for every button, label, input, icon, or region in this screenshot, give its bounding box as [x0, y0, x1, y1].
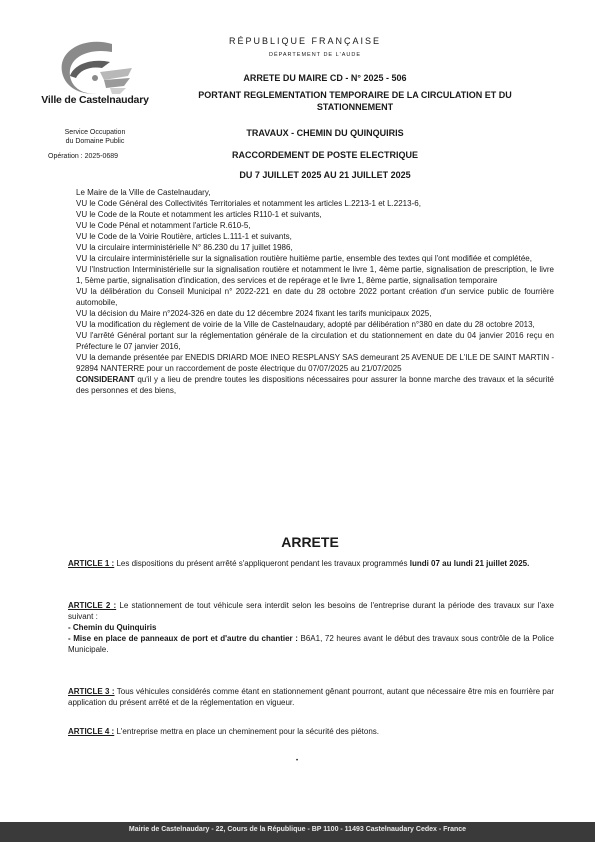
article-1-text: Les dispositions du présent arrêté s'appliqueront pendant les travaux programmés [114, 559, 410, 568]
article-2-text: Le stationnement de tout véhicule sera interdit selon les besoins de l'entreprise durant la période des travaux sur l'axe suivant : [68, 601, 554, 621]
vu-item: VU l'Instruction Interministérielle sur la signalisation routière et notamment le livre 1, 4ème partie, signalisation de prescription, le livre 1, 5ème partie, signalisation d'indication, des services et de repérage et le livre 1, 8ème partie, signalisation temporaire [76, 265, 554, 285]
raccordement-line: RACCORDEMENT DE POSTE ELECTRIQUE [231, 150, 418, 160]
date-range: DU 7 JUILLET 2025 AU 21 JUILLET 2025 [239, 170, 411, 180]
arrete-heading: ARRETE [281, 534, 339, 550]
article-3-text: Tous véhicules considérés comme étant en stationnement gênant pourront, autant que nécessaire être mis en fourrière par application du présent arrêté et de la réglementation en vigueur. [68, 687, 554, 707]
vu-item: VU le Code Général des Collectivités Territoriales et notamment les articles L.2213-1 et L.2213-6, [76, 199, 421, 208]
article-2 [68, 600, 554, 655]
vu-item: VU le Code de la Voirie Routière, articles L.111-1 et suivants, [76, 232, 292, 241]
arrete-subject: PORTANT REGLEMENTATION TEMPORAIRE DE LA CIRCULATION ET DU STATIONNEMENT [198, 90, 512, 112]
article-1-dates: lundi 07 au lundi 21 juillet 2025. [409, 559, 530, 568]
service-line-2: du Domaine Public [65, 138, 125, 145]
vu-item: VU la modification du règlement de voirie de la Ville de Castelnaudary, adopté par délibération n°380 en date du 28 octobre 2013, [76, 320, 535, 329]
vu-item: VU la délibération du Conseil Municipal n° 2022-221 en date du 28 octobre 2022 portant création d'un service public de fourrière automobile, [76, 287, 554, 307]
article-1 [68, 558, 554, 569]
departement-label: DÉPARTEMENT DE L'AUDE [268, 52, 362, 58]
footer-address: Mairie de Castelnaudary - 22, Cours de la République - BP 1100 - 11493 Castelnaudary Cedex - France [128, 826, 467, 833]
operation-number: Opération : 2025-0689 [48, 153, 119, 160]
article-2-item-2-text: B6A1, 72 heures avant le début des travaux sous contrôle de la Police Municipale. [68, 634, 554, 654]
vu-item: VU la décision du Maire n°2024-326 en date du 12 décembre 2024 fixant les tarifs municipaux 2025, [76, 309, 432, 318]
vu-item: VU le Code de la Route et notamment les articles R110-1 et suivants, [76, 210, 322, 219]
article-3 [68, 686, 554, 708]
vu-item: VU l'arrêté Général portant sur la réglementation générale de la circulation et du stationnement en date du 04 janvier 2016 reçu en Préfecture le 07 janvier 2016, [76, 331, 554, 351]
service-block [30, 128, 160, 146]
travaux-line: TRAVAUX - CHEMIN DU QUINQUIRIS [246, 128, 404, 138]
considerant-text: qu'il y a lieu de prendre toutes les dispositions nécessaires pour assurer la bonne marche des travaux et la sécurité des personnes et des biens, [76, 375, 554, 395]
republique-francaise: RÉPUBLIQUE FRANÇAISE [228, 36, 382, 46]
intro-line: Le Maire de la Ville de Castelnaudary, [76, 188, 211, 197]
considerant-label: CONSIDERANT [76, 375, 135, 384]
article-2-item-2-label: - Mise en place de panneaux de port et d'autre du chantier : [68, 634, 298, 643]
article-4-text: L'entreprise mettra en place un cheminement pour la sécurité des piétons. [114, 727, 380, 736]
vu-item: VU la demande présentée par ENEDIS DRIARD MOE INEO RESPLANSY SAS demeurant 25 AVENUE DE L'ILE DE SAINT MARTIN - 92894 NANTERRE pour un raccordement de poste électrique du 07/07/2025 au 21/07/2025 [76, 353, 555, 373]
vu-item: VU le Code Pénal et notamment l'article R.610-5, [76, 221, 251, 230]
article-2-label: ARTICLE 2 : [68, 601, 117, 610]
article-4 [68, 726, 554, 737]
visas-block [76, 187, 554, 396]
article-2-item-1: - Chemin du Quinquiris [68, 623, 157, 632]
article-4-label: ARTICLE 4 : [68, 727, 115, 736]
considerant-item [76, 374, 554, 396]
arrete-number: ARRETE DU MAIRE CD - N° 2025 - 506 [243, 73, 407, 83]
page-mark: • [296, 758, 299, 764]
article-3-label: ARTICLE 3 : [68, 687, 115, 696]
vu-item: VU la circulaire interministérielle N° 86.230 du 17 juillet 1986, [76, 243, 293, 252]
city-name: Ville de Castelnaudary [41, 94, 149, 106]
vu-item: VU la circulaire interministérielle sur la signalisation routière huitième partie, ensemble des textes qui l'ont modifiée et complétée, [76, 254, 532, 263]
article-1-label: ARTICLE 1 : [68, 559, 115, 568]
service-line-1: Service Occupation [64, 129, 126, 136]
